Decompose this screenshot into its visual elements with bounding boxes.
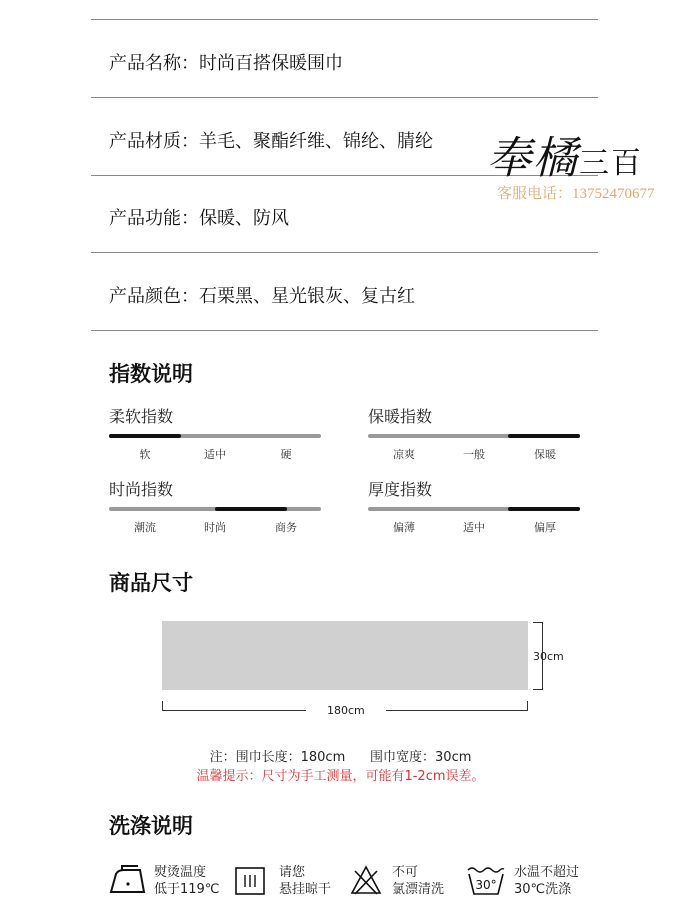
spec-color: 产品颜色：石栗黑、星光银灰、复古红 <box>109 286 415 307</box>
divider <box>91 252 598 253</box>
index-label: 时尚指数 <box>109 480 174 499</box>
width-dimension-line-right <box>386 710 528 711</box>
divider <box>91 97 598 98</box>
brand-logo <box>487 122 643 186</box>
index-track <box>109 434 321 438</box>
wash-section-title: 洗涤说明 <box>109 814 193 838</box>
index-tick-label: 偏厚 <box>534 521 556 534</box>
care-item-hang-dry <box>235 862 345 902</box>
index-level-fill <box>109 434 181 438</box>
index-tick-label: 保暖 <box>534 448 556 461</box>
spec-material: 产品材质：羊毛、聚酯纤维、锦纶、腈纶 <box>109 131 433 152</box>
index-tick-label: 适中 <box>204 448 226 461</box>
index-tick-label: 硬 <box>280 448 292 461</box>
index-track <box>368 507 580 511</box>
width-dimension-tick-right <box>527 701 528 711</box>
spec-function: 产品功能：保暖、防风 <box>109 208 289 229</box>
wash-30-icon <box>466 864 506 896</box>
hang-dry-icon <box>235 867 265 895</box>
care-item-iron <box>108 862 228 902</box>
care-item-wash-30 <box>466 862 596 902</box>
divider-top <box>91 19 598 20</box>
index-label: 厚度指数 <box>368 480 433 499</box>
index-label: 保暖指数 <box>368 407 433 426</box>
index-tick-label: 偏薄 <box>393 521 415 534</box>
scarf-size-diagram <box>162 621 528 690</box>
index-tick-label: 凉爽 <box>393 448 415 461</box>
care-hang-line1: 请您 <box>279 865 306 880</box>
index-section-title: 指数说明 <box>109 362 193 386</box>
index-level-fill <box>215 507 287 511</box>
index-tick-label: 软 <box>139 448 151 461</box>
care-wash-line2: 30℃洗涤 <box>514 882 572 897</box>
index-tick-label: 一般 <box>463 448 485 461</box>
index-track <box>109 507 321 511</box>
height-dimension-label: 30cm <box>533 650 564 663</box>
care-iron-line1: 熨烫温度 <box>154 865 207 880</box>
size-note: 注：围巾长度：180cm 围巾宽度：30cm <box>209 750 472 765</box>
iron-icon <box>108 864 148 898</box>
width-dimension-line-left <box>162 710 306 711</box>
index-tick-label: 潮流 <box>134 521 156 534</box>
brand-name: 奉橘 <box>487 133 579 184</box>
index-tick-label: 适中 <box>463 521 485 534</box>
index-track <box>368 434 580 438</box>
care-bleach-line1: 不可 <box>392 865 419 880</box>
index-level-fill <box>508 434 580 438</box>
care-bleach-line2: 氯漂清洗 <box>392 882 445 897</box>
care-item-no-bleach <box>350 862 460 902</box>
spec-product-name: 产品名称：时尚百搭保暖围巾 <box>109 53 343 74</box>
brand-name-small: 三百 <box>579 146 643 181</box>
wash-30-icon-label: 30° <box>475 878 497 892</box>
width-dimension-label: 180cm <box>327 704 365 717</box>
index-tick-label: 商务 <box>275 521 297 534</box>
index-level-fill <box>508 507 580 511</box>
care-wash-line1: 水温不超过 <box>514 865 580 880</box>
no-bleach-icon <box>350 865 382 895</box>
size-warning: 温馨提示：尺寸为手工测量，可能有1-2cm误差。 <box>196 769 485 784</box>
index-label: 柔软指数 <box>109 407 174 426</box>
customer-service-phone: 客服电话：13752470677 <box>497 186 655 202</box>
care-iron-line2: 低于119℃ <box>154 882 220 897</box>
divider <box>91 330 598 331</box>
size-section-title: 商品尺寸 <box>109 571 193 595</box>
care-hang-line2: 悬挂晾干 <box>279 882 332 897</box>
index-tick-label: 时尚 <box>204 521 226 534</box>
